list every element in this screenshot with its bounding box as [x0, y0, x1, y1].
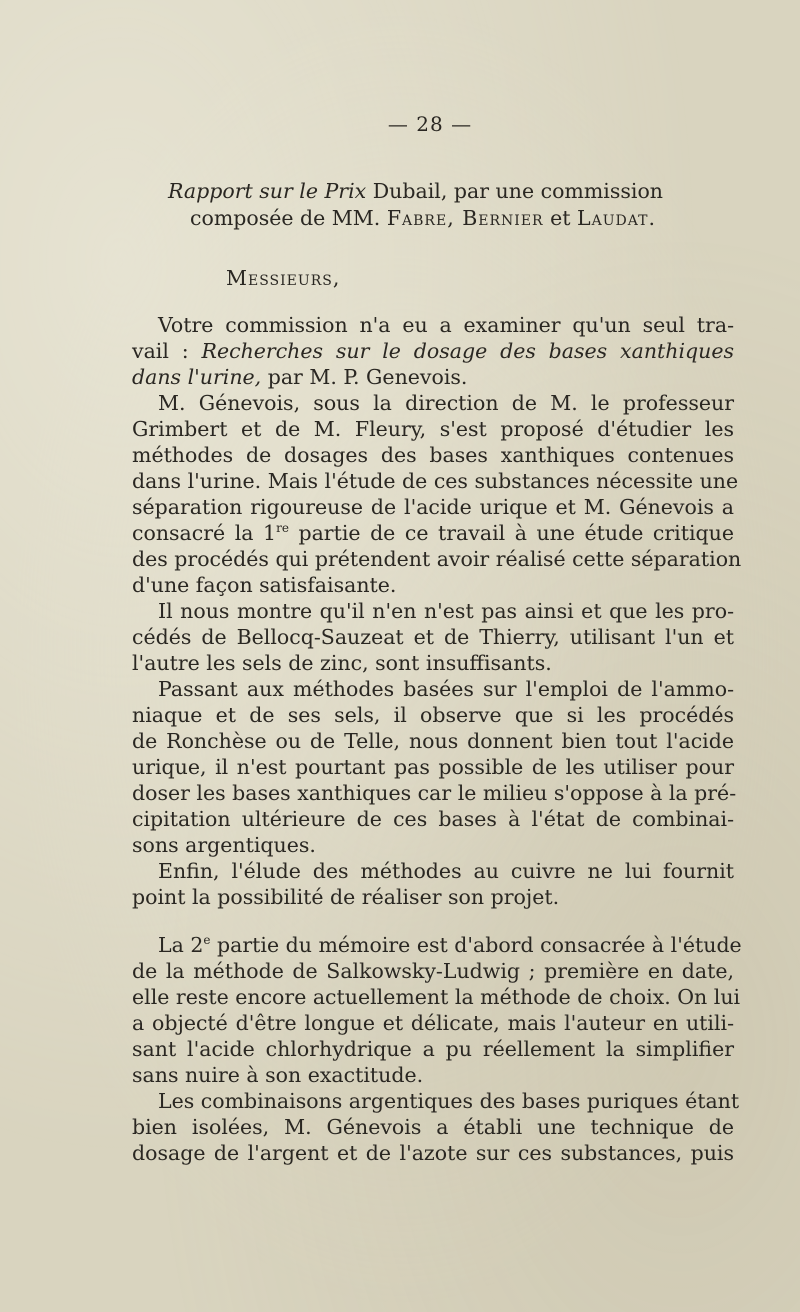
title-line-2: [190, 205, 655, 231]
body-line: méthodes de dosages des bases xanthiques contenues: [132, 443, 734, 467]
body-line: l'autre les sels de zinc, sont insuffisants.: [132, 651, 552, 675]
body-line: Passant aux méthodes basées sur l'emploi de l'ammo-: [158, 677, 734, 701]
body-line: dosage de l'argent et de l'azote sur ces substances, puis: [132, 1141, 734, 1165]
body-line: a objecté d'être longue et délicate, mais l'auteur en utili-: [132, 1011, 734, 1035]
body-line: sons argentiques.: [132, 833, 316, 857]
body-line: Votre commission n'a eu a examiner qu'un seul tra-: [158, 313, 734, 337]
body-line: bien isolées, M. Génevois a établi une technique de: [132, 1115, 734, 1139]
title-last-name: Laudat: [577, 206, 649, 230]
body-line: de Ronchèse ou de Telle, nous donnent bien tout l'acide: [132, 729, 734, 753]
body-line-italic: dans l'urine,: [132, 365, 262, 389]
ordinal-superscript: re: [276, 521, 289, 536]
title-line-1: [168, 178, 706, 204]
body-line: d'une façon satisfaisante.: [132, 573, 397, 597]
title-prize-italic: Rapport sur le Prix: [168, 179, 367, 203]
body-line: M. Génevois, sous la direction de M. le professeur: [158, 391, 734, 415]
ordinal-superscript: e: [203, 933, 211, 948]
body-line-prefix: vail :: [132, 339, 202, 363]
body-line-part: La 2: [158, 933, 204, 957]
title-line1-rest: Dubail, par une commission: [366, 179, 663, 203]
body-line: urique, il n'est pourtant pas possible de les utiliser pour: [132, 755, 734, 779]
body-line: de la méthode de Salkowsky-Ludwig ; première en date,: [132, 959, 734, 983]
body-line: Enfin, l'élude des méthodes au cuivre ne lui fournit: [158, 859, 734, 883]
title-connector: et: [543, 206, 578, 230]
body-line-part: partie du mémoire est d'abord consacrée à l'étude: [210, 933, 742, 957]
body-line: elle reste encore actuellement la méthode de choix. On lui: [132, 985, 741, 1009]
body-line: sans nuire à son exactitude.: [132, 1063, 424, 1087]
title-line2-prefix: composée de MM.: [190, 206, 387, 230]
body-line: Il nous montre qu'il n'en n'est pas ainsi et que les pro-: [158, 599, 734, 623]
body-line: cipitation ultérieure de ces bases à l'état de combinai-: [132, 807, 734, 831]
body-line: séparation rigoureuse de l'acide urique et M. Génevois a: [132, 495, 734, 519]
salutation: Messieurs,: [226, 266, 341, 290]
body-line: doser les bases xanthiques car le milieu s'oppose à la pré-: [132, 781, 737, 805]
body-line: niaque et de ses sels, il observe que si les procédés: [132, 703, 734, 727]
body-line: [158, 932, 742, 958]
body-line-italic: Recherches sur le dosage des bases xanthiques: [201, 339, 735, 363]
body-line: [132, 520, 734, 546]
body-line: des procédés qui prétendent avoir réalisé cette séparation: [132, 547, 742, 571]
body-line-part: consacré la 1: [132, 521, 277, 545]
title-names: Fabre, Bernier: [386, 206, 544, 230]
body-line: Les combinaisons argentiques des bases puriques étant: [158, 1089, 740, 1113]
body-line: Grimbert et de M. Fleury, s'est proposé d'étudier les: [132, 417, 734, 441]
body-line-part: partie de ce travail à une étude critique: [288, 521, 734, 545]
page-number: — 28 —: [387, 112, 473, 136]
body-line: dans l'urine. Mais l'étude de ces substances nécessite une: [132, 469, 739, 493]
body-line: [132, 338, 734, 364]
body-line: point la possibilité de réaliser son projet.: [132, 885, 560, 909]
body-line: cédés de Bellocq-Sauzeat et de Thierry, utilisant l'un et: [132, 625, 734, 649]
body-line-rest: par M. P. Genevois.: [261, 365, 468, 389]
body-line: sant l'acide chlorhydrique a pu réellement la simplifier: [132, 1037, 734, 1061]
body-line: [132, 364, 467, 390]
title-line2-end: .: [648, 206, 655, 230]
